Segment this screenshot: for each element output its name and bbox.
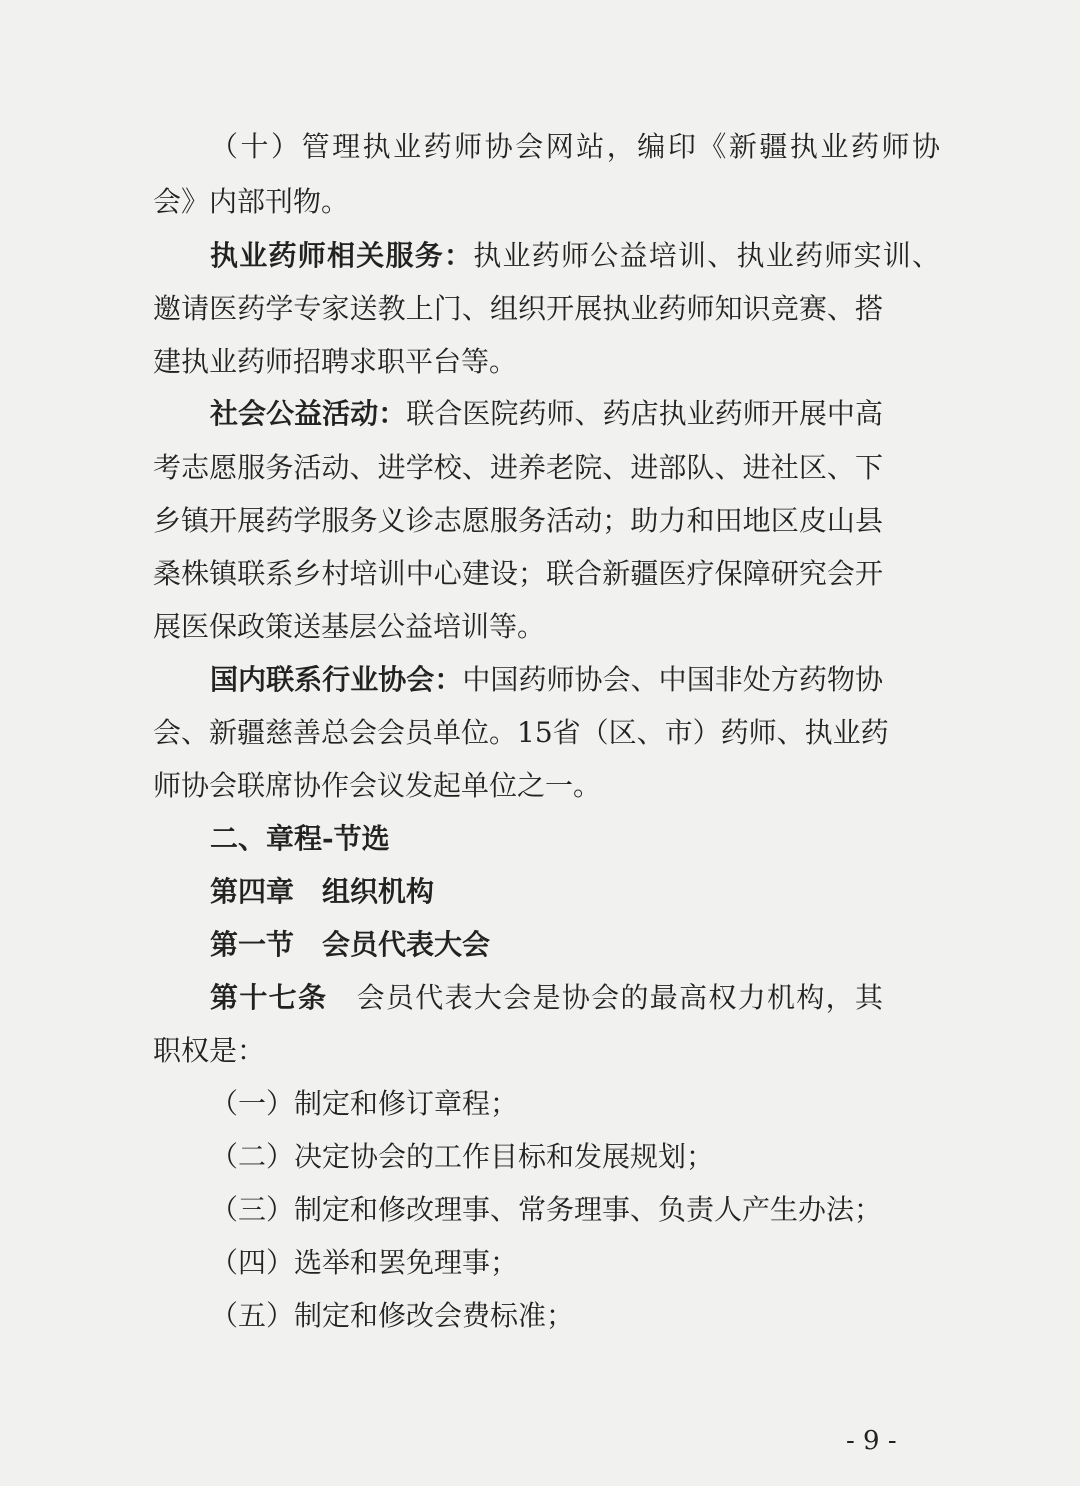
public-welfare-heading: 社会公益活动： — [210, 397, 407, 430]
page-number: - 9 - — [846, 1426, 897, 1456]
domestic-associations-line-3: 师协会联席协作会议发起单位之一。 — [153, 769, 602, 802]
list-item-2: （二）决定协会的工作目标和发展规划； — [210, 1140, 715, 1173]
list-item-1: （一）制定和修订章程； — [210, 1087, 519, 1120]
domestic-associations-line-1: 国内联系行业协会：中国药师协会、中国非处方药物协 — [210, 663, 883, 696]
domestic-associations-heading: 国内联系行业协会： — [210, 663, 463, 696]
section-heading-congress: 第一节 会员代表大会 — [210, 928, 491, 961]
public-welfare-line-3: 乡镇开展药学服务义诊志愿服务活动；助力和田地区皮山县 — [153, 504, 883, 537]
pharmacist-services-line-3: 建执业药师招聘求职平台等。 — [153, 345, 518, 378]
paragraph-item-10-line-1: （十）管理执业药师协会网站，编印《新疆执业药师协 — [210, 130, 940, 163]
article-17-line-2: 职权是： — [153, 1034, 266, 1067]
public-welfare-line-4: 桑株镇联系乡村培训中心建设；联合新疆医疗保障研究会开 — [153, 557, 883, 590]
public-welfare-line-5: 展医保政策送基层公益培训等。 — [153, 610, 546, 643]
article-17-label: 第十七条 — [210, 981, 328, 1014]
domestic-associations-line-2: 会、新疆慈善总会会员单位。15省（区、市）药师、执业药 — [153, 716, 889, 749]
public-welfare-line-1: 社会公益活动：联合医院药师、药店执业药师开展中高 — [210, 397, 883, 430]
list-item-4: （四）选举和罢免理事； — [210, 1246, 519, 1279]
list-item-3: （三）制定和修改理事、常务理事、负责人产生办法； — [210, 1193, 883, 1226]
paragraph-item-10-line-2: 会》内部刊物。 — [153, 185, 350, 218]
pharmacist-services-line-1: 执业药师相关服务：执业药师公益培训、执业药师实训、 — [210, 239, 940, 272]
public-welfare-line-2: 考志愿服务活动、进学校、进养老院、进部队、进社区、下 — [153, 451, 883, 484]
section-heading-charter: 二、章程-节选 — [210, 822, 390, 855]
list-item-5: （五）制定和修改会费标准； — [210, 1299, 575, 1332]
pharmacist-services-heading: 执业药师相关服务： — [210, 239, 474, 272]
article-17-line-1: 第十七条 会员代表大会是协会的最高权力机构，其 — [210, 981, 883, 1014]
chapter-heading: 第四章 组织机构 — [210, 875, 435, 908]
pharmacist-services-line-2: 邀请医药学专家送教上门、组织开展执业药师知识竞赛、搭 — [153, 292, 883, 325]
